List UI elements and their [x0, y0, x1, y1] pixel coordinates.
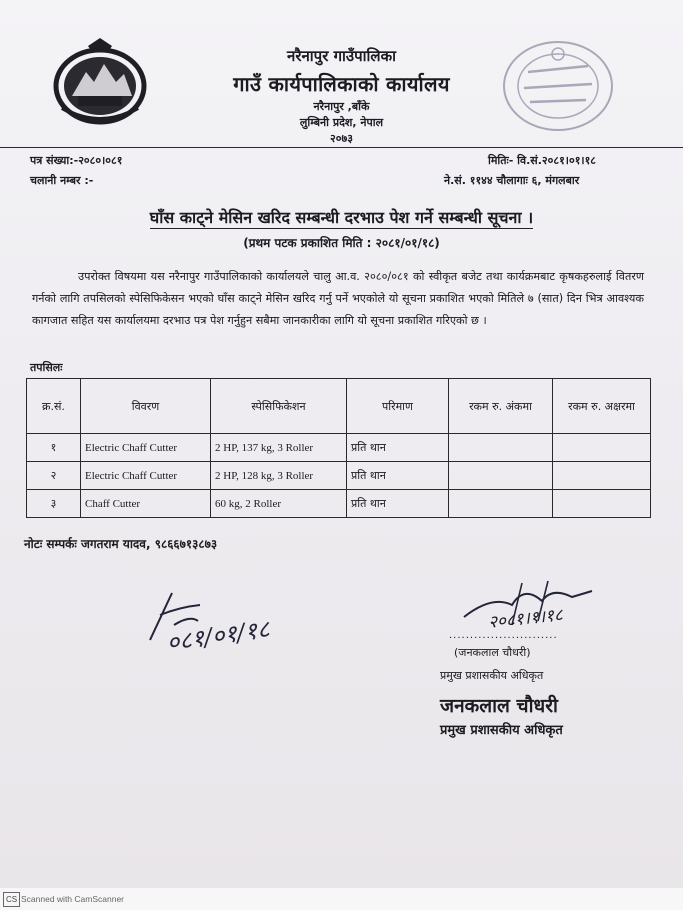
contact-note: नोटः सम्पर्कः जगतराम यादव, ९८६६७१३८७३ — [24, 537, 218, 551]
row-spec: 2 HP, 137 kg, 3 Roller — [211, 434, 347, 462]
letter-date: मितिः- वि.सं.२०८१।०१।१८ — [488, 154, 597, 167]
header-quantity: परिमाण — [347, 379, 449, 434]
dispatch-number: चलानी नम्बर :- — [30, 174, 94, 187]
row-amount-words — [553, 434, 651, 462]
header-specification: स्पेसिफिकेशन — [211, 379, 347, 434]
row-quantity: प्रति थान — [347, 490, 449, 518]
header-divider — [0, 147, 683, 148]
header-amount-figures: रकम रु. अंकमा — [449, 379, 553, 434]
row-amount-figures — [449, 434, 553, 462]
row-serial: १ — [27, 434, 81, 462]
row-amount-words — [553, 462, 651, 490]
row-quantity: प्रति थान — [347, 462, 449, 490]
municipality-name: नरैनापुर गाउँपालिका — [287, 47, 396, 65]
row-amount-figures — [449, 490, 553, 518]
table-header-row — [27, 379, 651, 434]
right-signature-date: २०८१।१।१८ — [487, 605, 564, 633]
signatory-role: प्रमुख प्रशासकीय अधिकृत — [440, 669, 544, 682]
row-spec: 2 HP, 128 kg, 3 Roller — [211, 462, 347, 490]
row-spec: 60 kg, 2 Roller — [211, 490, 347, 518]
name-stamp: जनकलाल चौधरी — [440, 695, 558, 717]
address-line-1: नरैनापुर ,बाँके — [313, 100, 370, 113]
notice-title: घाँस काट्ने मेसिन खरिद सम्बन्धी दरभाउ पेश गर्ने सम्बन्धी सूचना । — [149, 208, 534, 227]
specification-table — [26, 378, 651, 518]
header-amount-words: रकम रु. अक्षरमा — [553, 379, 651, 434]
role-stamp: प्रमुख प्रशासकीय अधिकृत — [440, 723, 563, 738]
signatory-name: (जनकलाल चौधरी) — [454, 646, 531, 659]
row-serial: २ — [27, 462, 81, 490]
letter-number: पत्र संख्या:-२०८०।०८१ — [30, 154, 123, 167]
row-quantity: प्रति थान — [347, 434, 449, 462]
row-amount-words — [553, 490, 651, 518]
establishment-year: २०७३ — [330, 132, 353, 145]
row-item: Chaff Cutter — [81, 490, 211, 518]
row-serial: ३ — [27, 490, 81, 518]
camscanner-logo-icon: CS — [3, 892, 20, 907]
header-serial: क्र.सं. — [27, 379, 81, 434]
row-amount-figures — [449, 462, 553, 490]
row-item: Electric Chaff Cutter — [81, 462, 211, 490]
left-handwritten-signature — [140, 585, 330, 665]
scanner-watermark-text: Scanned with CamScanner — [21, 894, 125, 904]
signature-line: .......................... — [449, 630, 558, 641]
address-line-2: लुम्बिनी प्रदेश, नेपाल — [299, 116, 384, 129]
table-row — [27, 490, 651, 518]
details-label: तपसिलः — [30, 361, 63, 374]
table-row — [27, 434, 651, 462]
left-signature-date: ०८१/०१/१८ — [164, 614, 272, 657]
table-row — [27, 462, 651, 490]
notice-body: उपरोक्त विषयमा यस नरैनापुर गाउँपालिकाको कार्यालयले चालु आ.व. २०८०/०८१ को स्वीकृत बजेट तथा कार्यक्रमबाट कृषकहरुलाई वितरण गर्नको लागि तपसिलको स्पेसिफिकेसन भएको घाँस काट्ने मेसिन खरिद गर्नु पर्ने भएकोले यो सूचना प्रकाशित भएको मितिले ७ (सात) दिन भित्र आवश्यक कागजात सहित यस कार्यालयमा दरभाउ पत्र पेश गर्नुहुन सबैमा जानकारीका लागि यो सूचना प्रकाशित गरिएको छ । — [32, 270, 644, 327]
nepal-era-date: ने.सं. ११४४ चौलागाः ६, मंगलबार — [444, 174, 580, 187]
office-name: गाउँ कार्यपालिकाको कार्यालय — [233, 72, 450, 96]
notice-subtitle: (प्रथम पटक प्रकाशित मिति : २०८१/०१/१८) — [243, 236, 440, 250]
header-description: विवरण — [81, 379, 211, 434]
row-item: Electric Chaff Cutter — [81, 434, 211, 462]
